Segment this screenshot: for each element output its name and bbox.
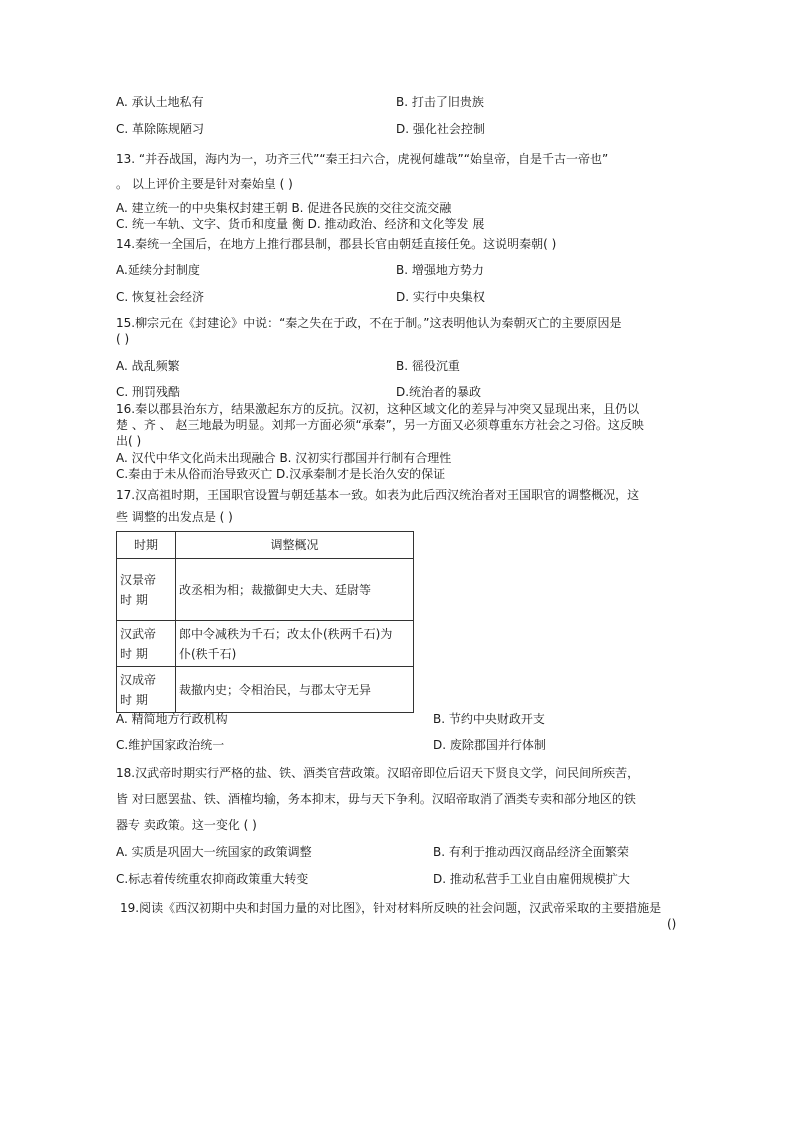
q14-option-c: C. 恢复社会经济 bbox=[116, 290, 205, 304]
period-line: 时 期 bbox=[120, 646, 148, 661]
q18-stem-line3: 器专 卖政策。这一变化 ( ) bbox=[116, 818, 257, 832]
q14-option-a: A.延续分封制度 bbox=[116, 263, 200, 277]
table-row bbox=[117, 621, 414, 667]
q13-stem-line2: 。 以上评价主要是针对秦始皇 ( ) bbox=[116, 177, 293, 191]
period-line: 汉成帝 bbox=[120, 672, 157, 687]
q15-option-a: A. 战乱频繁 bbox=[116, 359, 180, 373]
q19-stem: 19.阅读《西汉初期中央和封国力量的对比图》，针对材料所反映的社会问题，汉武帝采取的主要措施是 bbox=[120, 901, 662, 915]
table-row bbox=[117, 559, 414, 621]
period-line: 时 期 bbox=[120, 692, 148, 707]
q17-option-c: C.维护国家政治统一 bbox=[116, 738, 225, 752]
q13-stem-line1: 13. “并吞战国，海内为一，功齐三代”“秦王扫六合，虎视何雄哉”“始皇帝，自是千古一帝也” bbox=[116, 152, 609, 166]
table-cell-period bbox=[117, 559, 176, 621]
q16-stem-line3: 出( ) bbox=[116, 434, 142, 448]
q12-option-c: C. 革除陈规陋习 bbox=[116, 122, 205, 136]
table-header-content: 调整概况 bbox=[176, 532, 414, 559]
q15-option-d: D.统治者的暴政 bbox=[396, 385, 482, 399]
q18-stem-line2: 皆 对曰愿罢盐、铁、酒榷均输，务本抑末，毋与天下争利。汉昭帝取消了酒类专卖和部分地区的铁 bbox=[116, 792, 636, 806]
content-line: 裁撤内史；令相治民，与郡太守无异 bbox=[179, 682, 372, 697]
q18-stem-line1: 18.汉武帝时期实行严格的盐、铁、酒类官营政策。汉昭帝即位后诏天下贤良文学，问民间所疾苦， bbox=[116, 766, 640, 780]
q18-option-b: B. 有利于推动西汉商品经济全面繁荣 bbox=[433, 845, 629, 859]
period-line: 汉武帝 bbox=[120, 626, 157, 641]
content-line: 改丞相为相；裁撤御史大夫、廷尉等 bbox=[179, 582, 372, 597]
q14-option-b: B. 增强地方势力 bbox=[396, 263, 484, 277]
period-line: 时 期 bbox=[120, 592, 148, 607]
q16-stem-line1: 16.秦以郡县治东方，结果激起东方的反抗。汉初，这种区域文化的差异与冲突又显现出来，且仍以 bbox=[116, 402, 640, 416]
q17-stem-line1: 17.汉高祖时期，王国职官设置与朝廷基本一致。如表为此后西汉统治者对王国职官的调整概况，这 bbox=[116, 488, 640, 502]
q16-stem-line2: 楚 、齐 、 赵三地最为明显。刘邦一方面必须“承秦”，另一方面又必须尊重东方社会之习俗。这反映 bbox=[116, 418, 644, 432]
content-line: 仆(秩千石) bbox=[179, 646, 237, 661]
q18-option-c: C.标志着传统重农抑商政策重大转变 bbox=[116, 872, 309, 886]
table-row bbox=[117, 667, 414, 713]
q14-stem: 14.秦统一全国后，在地方上推行郡县制，郡县长官由朝廷直接任免。这说明秦朝( ) bbox=[116, 237, 557, 251]
period-line: 汉景帝 bbox=[120, 572, 157, 587]
table-header-period: 时期 bbox=[117, 532, 176, 559]
q13-options-cd: C. 统一车轨、文字、货币和度量 衡 D. 推动政治、经济和文化等发 展 bbox=[116, 217, 485, 231]
q15-option-b: B. 徭役沉重 bbox=[396, 359, 460, 373]
q12-option-b: B. 打击了旧贵族 bbox=[396, 95, 484, 109]
table-cell-content bbox=[176, 621, 414, 667]
q17-option-a: A. 精简地方行政机构 bbox=[116, 712, 228, 726]
q17-option-d: D. 废除郡国并行体制 bbox=[433, 738, 546, 752]
q18-option-a: A. 实质是巩固大一统国家的政策调整 bbox=[116, 845, 312, 859]
q14-option-d: D. 实行中央集权 bbox=[396, 290, 485, 304]
q18-option-d: D. 推动私营手工业自由雇佣规模扩大 bbox=[433, 872, 630, 886]
table-cell-content bbox=[176, 559, 414, 621]
q16-options-ab: A. 汉代中华文化尚未出现融合 B. 汉初实行郡国并行制有合理性 bbox=[116, 451, 452, 465]
q17-adjustment-table bbox=[116, 531, 414, 713]
q15-option-c: C. 刑罚残酷 bbox=[116, 385, 181, 399]
table-cell-period bbox=[117, 621, 176, 667]
q15-stem-line2: ( ) bbox=[116, 332, 130, 346]
q17-option-b: B. 节约中央财政开支 bbox=[433, 712, 545, 726]
table-cell-content bbox=[176, 667, 414, 713]
q12-option-a: A. 承认土地私有 bbox=[116, 95, 204, 109]
q19-answer-paren: () bbox=[667, 917, 677, 931]
q12-option-d: D. 强化社会控制 bbox=[396, 122, 485, 136]
table-header-row bbox=[117, 532, 414, 559]
table-cell-period bbox=[117, 667, 176, 713]
q17-stem-line2: 些 调整的出发点是 ( ) bbox=[116, 510, 233, 524]
q15-stem-line1: 15.柳宗元在《封建论》中说：“秦之失在于政，不在于制。”这表明他认为秦朝灭亡的主要原因是 bbox=[116, 316, 622, 330]
q13-options-ab: A. 建立统一的中央集权封建王朝 B. 促进各民族的交往交流交融 bbox=[116, 201, 452, 215]
q16-options-cd: C.秦由于未从俗而治导致灭亡 D.汉承秦制才是长治久安的保证 bbox=[116, 467, 446, 481]
content-line: 郎中令减秩为千石；改太仆(秩两千石)为 bbox=[179, 626, 393, 641]
